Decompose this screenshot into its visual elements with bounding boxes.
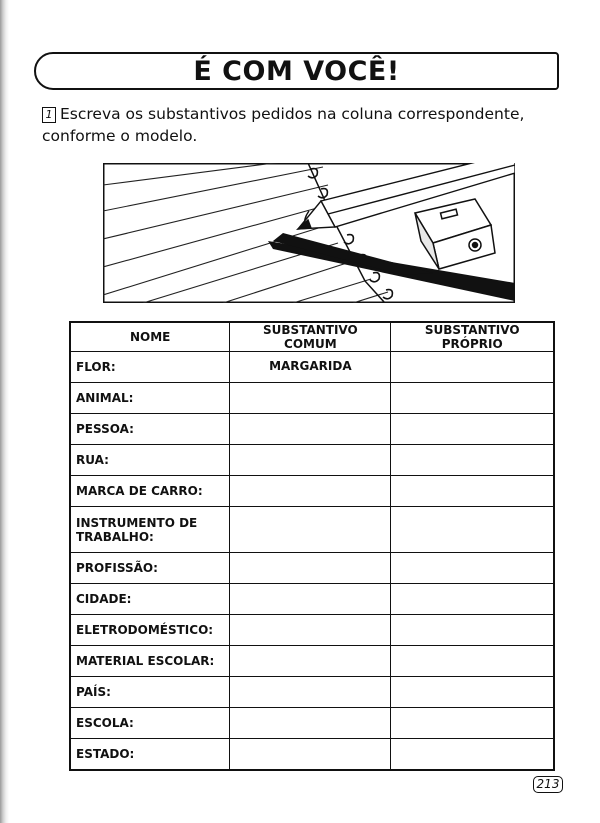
instruction-text: Escreva os substantivos pedidos na coluna correspondente, conforme o modelo. [42,105,525,145]
answer-cell-proper[interactable] [391,352,554,383]
exercise-number: 1 [42,107,56,123]
table-row [70,383,554,414]
answer-cell-common[interactable] [230,476,391,507]
row-label: ELETRODOMÉSTICO: [70,615,230,646]
answer-cell-proper[interactable] [391,383,554,414]
row-label: MATERIAL ESCOLAR: [70,646,230,677]
table-row [70,352,554,383]
row-label: ESCOLA: [70,708,230,739]
answer-cell-proper[interactable] [391,476,554,507]
table-header-row [70,322,554,352]
row-label: ANIMAL: [70,383,230,414]
table-row [70,476,554,507]
row-label: MARCA DE CARRO: [70,476,230,507]
header-substantivo-proprio: SUBSTANTIVO PRÓPRIO [391,322,554,352]
row-label: ESTADO: [70,739,230,770]
answer-cell-common[interactable] [230,383,391,414]
table-row [70,615,554,646]
answer-cell-common[interactable] [230,646,391,677]
table-row [70,739,554,770]
table-row [70,677,554,708]
table-row [70,507,554,553]
table-row [70,584,554,615]
page-spine-shadow [0,0,9,823]
answer-cell-common[interactable] [230,739,391,770]
example-common-noun: MARGARIDA [230,352,391,383]
row-label: RUA: [70,445,230,476]
answer-cell-proper[interactable] [391,414,554,445]
row-label: PESSOA: [70,414,230,445]
answer-cell-proper[interactable] [391,646,554,677]
answer-cell-common[interactable] [230,677,391,708]
answer-cell-proper[interactable] [391,507,554,553]
row-label: INSTRUMENTO DE TRABALHO: [70,507,230,553]
table-row [70,708,554,739]
answer-cell-common[interactable] [230,414,391,445]
answer-cell-proper[interactable] [391,553,554,584]
table-row [70,414,554,445]
answer-cell-common[interactable] [230,445,391,476]
exercise-instruction [42,103,567,147]
answer-cell-proper[interactable] [391,584,554,615]
header-nome: NOME [70,322,230,352]
table-row [70,553,554,584]
answer-cell-common[interactable] [230,708,391,739]
answer-cell-common[interactable] [230,615,391,646]
page-title: É COM VOCÊ! [193,56,400,87]
notebook-pencil-illustration [103,163,515,303]
page-number: 213 [533,776,563,793]
row-label: FLOR: [70,352,230,383]
answer-cell-proper[interactable] [391,445,554,476]
nouns-table [69,321,555,771]
answer-cell-common[interactable] [230,584,391,615]
table-row [70,445,554,476]
row-label: PAÍS: [70,677,230,708]
answer-cell-proper[interactable] [391,615,554,646]
header-substantivo-comum: SUBSTANTIVO COMUM [230,322,391,352]
answer-cell-common[interactable] [230,507,391,553]
row-label: CIDADE: [70,584,230,615]
table-row [70,646,554,677]
answer-cell-common[interactable] [230,553,391,584]
row-label: PROFISSÃO: [70,553,230,584]
answer-cell-proper[interactable] [391,739,554,770]
answer-cell-proper[interactable] [391,708,554,739]
answer-cell-proper[interactable] [391,677,554,708]
